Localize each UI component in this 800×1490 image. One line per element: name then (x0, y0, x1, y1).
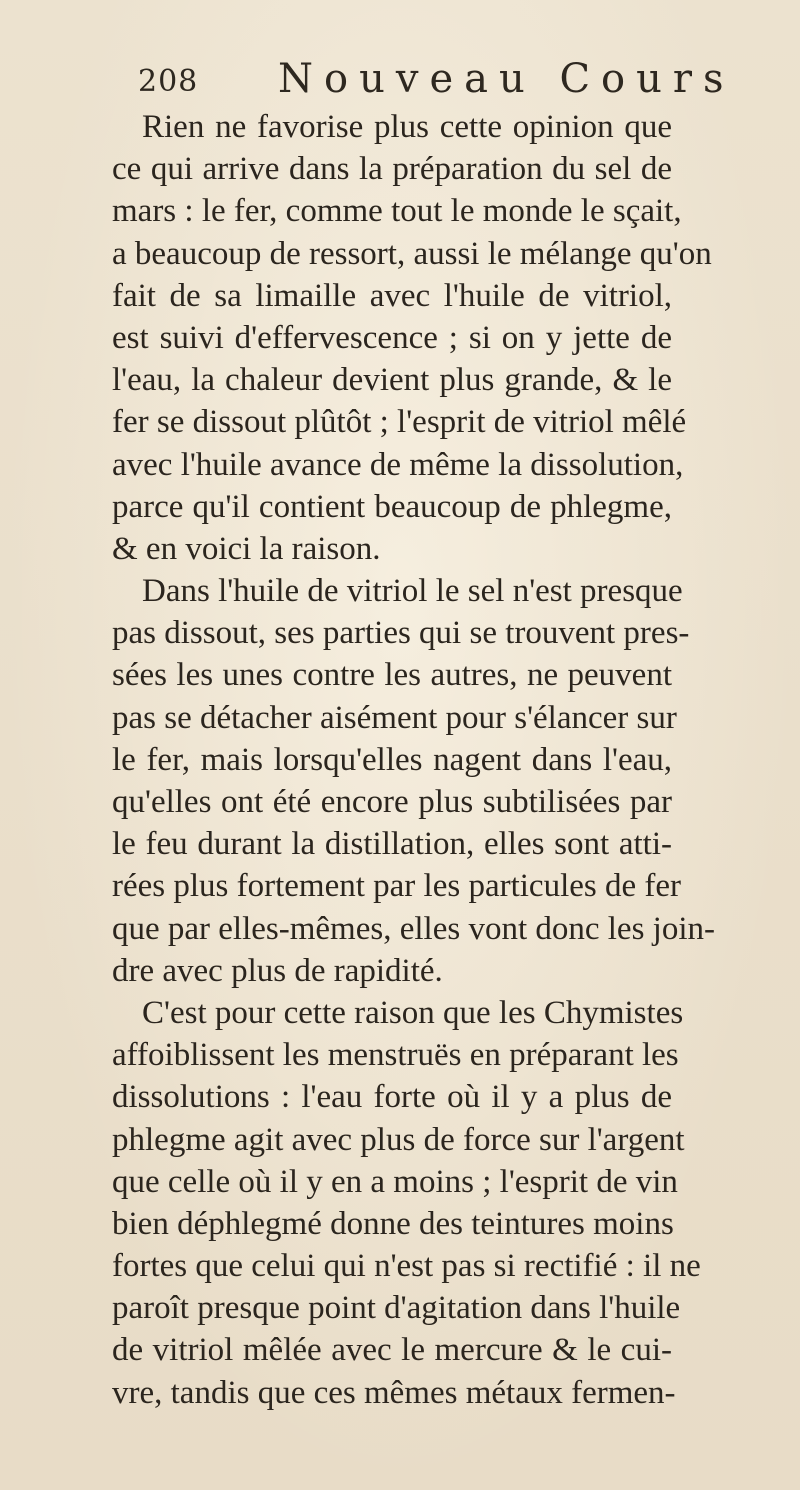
text-line: avec l'huile avance de même la dissolution, (112, 446, 684, 483)
text-line: paroît presque point d'agitation dans l'huile (112, 1290, 681, 1327)
text-line: C'est pour cette raison que les Chymistes (142, 994, 684, 1031)
text-line: parce qu'il contient beaucoup de phlegme, (112, 488, 672, 525)
text-line: mars : le fer, comme tout le monde le sçait, (112, 193, 682, 230)
text-line: le feu durant la distillation, elles sont atti- (112, 826, 672, 863)
text-line: dissolutions : l'eau forte où il y a plus de (112, 1079, 672, 1116)
text-line: pas dissout, ses parties qui se trouvent pres- (112, 615, 690, 652)
text-line: affoiblissent les menstruës en préparant les (112, 1037, 679, 1074)
text-line: que par elles-mêmes, elles vont donc les join- (112, 910, 715, 947)
text-line: a beaucoup de ressort, aussi le mélange qu'on (112, 235, 712, 272)
text-line: ce qui arrive dans la préparation du sel de (112, 151, 672, 188)
text-line: pas se détacher aisément pour s'élancer sur (112, 699, 677, 736)
text-line: que celle où il y en a moins ; l'esprit de vin (112, 1163, 678, 1200)
text-line: sées les unes contre les autres, ne peuvent (112, 657, 672, 694)
page-header (138, 56, 735, 106)
text-line: Rien ne favorise plus cette opinion que (142, 109, 672, 145)
text-line: fait de sa limaille avec l'huile de vitriol, (112, 277, 672, 314)
text-line: dre avec plus de rapidité. (112, 952, 443, 989)
text-line: le fer, mais lorsqu'elles nagent dans l'eau, (112, 741, 672, 778)
text-line: vre, tandis que ces mêmes métaux fermen- (112, 1374, 676, 1411)
text-line: & en voici la raison. (112, 530, 381, 567)
text-line: bien déphlegmé donne des teintures moins (112, 1205, 674, 1242)
text-line: qu'elles ont été encore plus subtilisées par (112, 784, 672, 820)
text-line: de vitriol mêlée avec le mercure & le cui- (112, 1332, 672, 1369)
text-line: l'eau, la chaleur devient plus grande, & le (112, 362, 672, 399)
text-line: phlegme agit avec plus de force sur l'argent (112, 1121, 685, 1158)
text-line: est suivi d'effervescence ; si on y jette de (112, 319, 672, 356)
page-number: 208 (138, 64, 199, 99)
running-title: Nouveau Cours (278, 56, 735, 102)
text-line: rées plus fortement par les particules de fer (112, 868, 682, 905)
text-line: Dans l'huile de vitriol le sel n'est presque (142, 573, 683, 610)
body-text (112, 106, 715, 1414)
text-line: fer se dissout plûtôt ; l'esprit de vitriol mêlé (112, 404, 687, 441)
text-line: fortes que celui qui n'est pas si rectifié : il ne (112, 1248, 701, 1285)
